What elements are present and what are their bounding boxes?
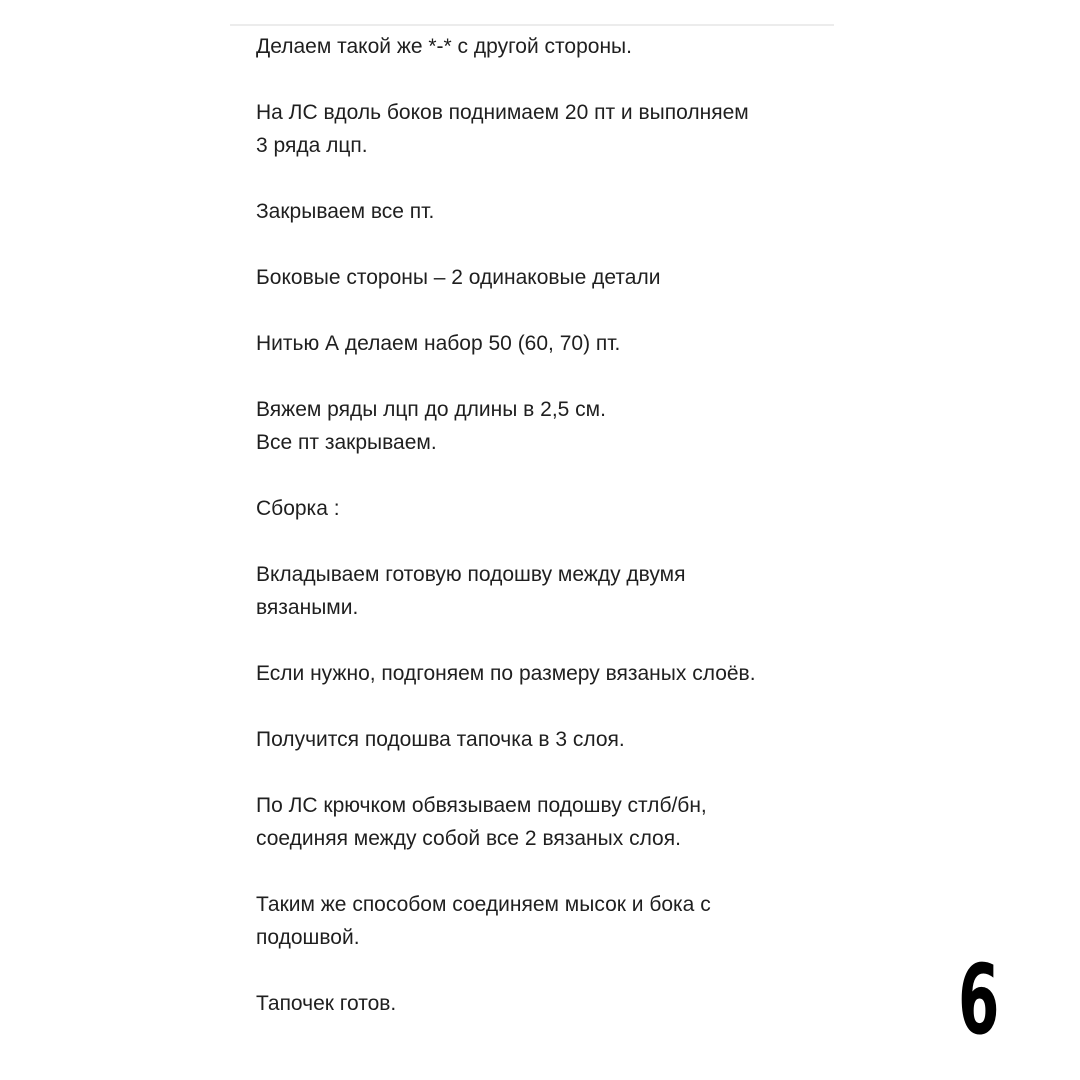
text-line: Все пт закрываем.: [256, 431, 437, 454]
paragraph: [256, 987, 836, 1020]
text-line: Таким же способом соединяем мысок и бока с: [256, 893, 711, 916]
text-line: На ЛС вдоль боков поднимаем 20 пт и выполняем: [256, 101, 749, 124]
text-line: По ЛС крючком обвязываем подошву стлб/бн,: [256, 794, 707, 817]
section-heading: [256, 492, 836, 525]
paragraph: [256, 558, 836, 624]
text-line: Нитью А делаем набор 50 (60, 70) пт.: [256, 332, 621, 355]
paragraph: [256, 657, 836, 690]
paragraph: [256, 96, 836, 162]
top-divider: [230, 24, 834, 26]
text-line: вязаными.: [256, 596, 359, 619]
text-line: подошвой.: [256, 926, 360, 949]
text-line: Получится подошва тапочка в 3 слоя.: [256, 728, 625, 751]
text-line: Вяжем ряды лцп до длины в 2,5 см.: [256, 398, 606, 421]
text-line: соединяя между собой все 2 вязаных слоя.: [256, 827, 681, 850]
paragraph: [256, 195, 836, 228]
document-body: [256, 30, 836, 1053]
paragraph: [256, 723, 836, 756]
paragraph: [256, 261, 836, 294]
paragraph: [256, 393, 836, 459]
text-line: Закрываем все пт.: [256, 200, 435, 223]
text-line: Боковые стороны – 2 одинаковые детали: [256, 266, 661, 289]
paragraph: [256, 327, 836, 360]
paragraph: [256, 30, 836, 63]
text-line: Тапочек готов.: [256, 992, 397, 1015]
text-line: Сборка :: [256, 497, 340, 520]
text-line: Вкладываем готовую подошву между двумя: [256, 563, 686, 586]
paragraph: [256, 888, 836, 954]
text-line: 3 ряда лцп.: [256, 134, 368, 157]
text-line: Если нужно, подгоняем по размеру вязаных слоёв.: [256, 662, 756, 685]
text-line: Делаем такой же *-* с другой стороны.: [256, 35, 632, 58]
paragraph: [256, 789, 836, 855]
page-number: 6: [958, 944, 1000, 1056]
